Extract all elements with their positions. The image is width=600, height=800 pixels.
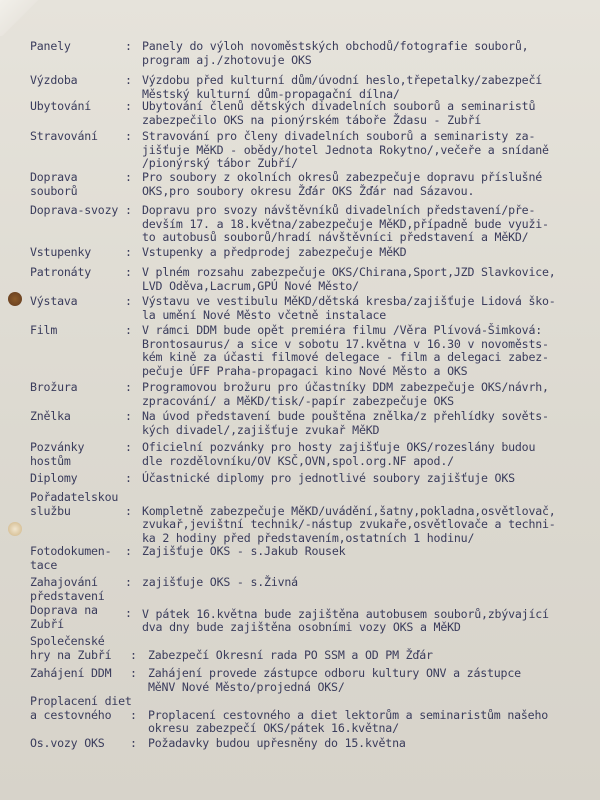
item-text: Účastnické diplomy pro jednotlivé soubory zajišťuje OKS <box>142 471 515 485</box>
item-text: Vstupenky a předprodej zabezpečuje MěKD <box>142 245 407 259</box>
item-label: Diplomy <box>30 471 78 485</box>
item-label: Pozvánky hostům <box>30 440 85 468</box>
item-text: Zahájení provede zástupce odboru kultury ONV a zástupce MěNV Nové Město/projedná OKS/ <box>148 666 521 694</box>
item-label: Znělka <box>30 409 71 423</box>
item-label: Doprava na Zubří <box>30 603 98 631</box>
item-text: Ubytování členů dětských divadelních souborů a seminaristů zabezpečilo OKS na pionýrském táboře Ždasu - Zubří <box>142 99 536 127</box>
item-text: Programovou brožuru pro účastníky DDM zabezpečuje OKS/návrh, zpracování/ a MěKD/tisk/-papír zabezpečuje OKS <box>142 380 549 408</box>
item-text: Zajišťuje OKS - s.Jakub Rousek <box>142 544 346 558</box>
item-text: Výstavu ve vestibulu MěKD/dětská kresba/zajišťuje Lidová ško- la umění Nové Město včetně instalace <box>142 294 556 322</box>
punch-hole-lower <box>8 522 22 536</box>
item-label: Výzdoba <box>30 73 78 87</box>
item-label: Stravování <box>30 129 98 143</box>
item-text: Stravování pro členy divadelních souborů a seminaristy za- jišťuje MěKD - obědy/hotel Jednota Rokytno/,večeře a snídaně /pionýrský tábor Zubří/ <box>142 129 549 171</box>
item-text: Dopravu pro svozy návštěvníků divadelních představení/pře- devším 17. a 18.května/zabezpečuje MěKD,případně bude využi- to autobusů souborů/hradí návštěvníci představení a MěKD/ <box>142 203 549 245</box>
item-label: Brožura <box>30 380 78 394</box>
item-label: Zahájení DDM <box>30 666 112 680</box>
item-label: Panely <box>30 39 71 53</box>
punch-hole-upper <box>8 292 22 306</box>
item-label: Společenské hry na Zubří <box>30 634 112 662</box>
folded-corner <box>0 0 42 36</box>
item-label: Film <box>30 323 58 337</box>
item-text: Zabezpečí Okresní rada PO SSM a OD PM Žďár <box>148 647 433 662</box>
item-label: Patronáty <box>30 265 92 279</box>
item-label: Ubytování <box>30 99 92 113</box>
item-text: Na úvod představení bude pouštěna znělka/z přehlídky sověts- kých divadel/,zajišťuje zvukař MěKD <box>142 409 549 437</box>
item-text: Kompletně zabezpečuje MěKD/uvádění,šatny,pokladna,osvětlovač, zvukař,jevištní technik/-nástup zvukaře,osvětlovače a techni- ka 2 hodiny před představením,ostatních 1 hodinu/ <box>142 503 556 545</box>
item-label: Fotodokumen- tace <box>30 544 112 572</box>
item-text: Proplacení cestovného a diet lektorům a seminaristům našeho okresu zabezpečí OKS/pátek 16.května/ <box>148 707 549 736</box>
item-text: Požadavky budou upřesněny do 15.května <box>148 736 406 750</box>
item-text: V rámci DDM bude opět premiéra filmu /Věra Plívová-Šimková: Brontosaurus/ a sice v sobotu 17.května v 16.30 v novoměsts- kém kině za účasti filmové delegace - film a delegaci zabez- pečuje ÚFF Praha-propagaci kino Nové Město a OKS <box>142 323 549 378</box>
item-label: Zahajování představení <box>30 575 105 603</box>
item-text: Výzdobu před kulturní dům/úvodní heslo,třepetalky/zabezpečí Městský kulturní dům-propagační dílna/ <box>142 73 543 101</box>
item-label: Doprava souborů <box>30 170 78 198</box>
item-text: Pro soubory z okolních okresů zabezpečuje dopravu příslušné OKS,pro soubory okresu Žďár OKS Žďár nad Sázavou. <box>142 170 543 198</box>
item-text: V plném rozsahu zabezpečuje OKS/Chirana,Sport,JZD Slavkovice, LVD Oděva,Lacrum,GPÚ Nové Město/ <box>142 265 556 293</box>
item-label: Pořadatelskou službu <box>30 490 119 518</box>
item-label: Doprava-svozy <box>30 203 119 217</box>
item-label: Výstava <box>30 294 78 308</box>
item-text: V pátek 16.května bude zajištěna autobusem souborů,zbývající dva dny bude zajištěna osobními vozy OKS a MěKD <box>142 606 549 635</box>
item-label: Os.vozy OKS <box>30 736 105 750</box>
item-label: Vstupenky <box>30 245 92 259</box>
item-text: Oficielní pozvánky pro hosty zajišťuje OKS/rozeslány budou dle rozdělovníku/OV KSČ,OVN,spol.org.NF apod./ <box>142 440 536 468</box>
item-text: Panely do výloh novoměstských obchodů/fotografie souborů, program aj./zhotovuje OKS <box>142 39 529 67</box>
item-text: zajišťuje OKS - s.Živná <box>142 575 298 589</box>
item-label: Proplacení diet a cestovného <box>30 694 132 722</box>
typewritten-page: Panely : Panely do výloh novoměstských obchodů/fotografie souborů, program aj./zhotovuje OKS Výzdoba : Výzdobu před kulturní dům/úvodní heslo,třepetalky/zabezpečí Městský kulturní dům-propagační dílna/ Ubytování : Ubytování členů dětských divadelních souborů a seminaristů zabezpečilo OKS na pionýrském táboře Ždasu - Zubří Stravování : Stravování pro členy divadelních souborů a seminaristy za- jišťuje MěKD - obědy/hotel Jednota Rokytno/,večeře a snídaně /pionýrský tábor Zubří/ Doprava souborů : Pro soubory z okolních okresů zabezpečuje dopravu příslušné OKS,pro soubory okresu Žďár OKS Žďár nad Sázavou. Doprava-svozy : Dopravu pro svozy návštěvníků divadelních představení/pře- devším 17. a 18.května/zabezpečuje MěKD,případně bude využi- to autobusů souborů/hradí návštěvníci představení a MěKD/ Vstupenky : Vstupenky a předprodej zabezpečuje MěKD Patronáty : V plném rozsahu zabezpečuje OKS/Chirana,Sport,JZD Slavkovice, LVD Oděva,Lacrum,GPÚ Nové Město/ Výstava : Výstavu ve vestibulu MěKD/dětská kresba/zajišťuje Lidová ško- la umění Nové Město včetně instalace Film : V rámci DDM bude opět premiéra filmu /Věra Plívová-Šimková: Brontosaurus/ a sice v sobotu 17.května v 16.30 v novoměsts- kém kině za účasti filmové delegace - film a delegaci zabez- pečuje ÚFF Praha-propagaci kino Nové Město a OKS Brožura : Programovou brožuru pro účastníky DDM zabezpečuje OKS/návrh, zpracování/ a MěKD/tisk/-papír zabezpečuje OKS Znělka : Na úvod představení bude pouštěna znělka/z přehlídky sověts- kých divadel/,zajišťuje zvukař MěKD Pozvánky hostům : Oficielní pozvánky pro hosty zajišťuje OKS/rozeslány budou dle rozdělovníku/OV KSČ,OVN,spol.org.NF apod./ Diplomy : Účastnické diplomy pro jednotlivé soubory zajišťuje OKS Pořadatelskou službu : Kompletně zabezpečuje MěKD/uvádění,šatny,pokladna,osvětlovač, zvukař,jevištní technik/-nástup zvukaře,osvětlovače a techni- ka 2 hodiny před představením,ostatních 1 hodinu/ Fotodokumen- tace : Zajišťuje OKS - s.Jakub Rousek Zahajování představení : zajišťuje OKS - s.Živná Doprava na Zubří : V pátek 16.května bude zajištěna autobusem souborů,zbývající dva dny bude zajištěna osobními vozy OKS a MěKD Společenské hry na Zubří : Zabezpečí Okresní rada PO SSM a OD PM Žďár Zahájení DDM : Zahájení provede zástupce odboru kultury ONV a zástupce MěNV Nové Město/projedná OKS/ Proplacení diet a cestovného : Proplacení cestovného a diet lektorům a seminaristům našeho okresu zabezpečí OKS/pátek 16.května/ Os.vozy OKS : Požadavky budou upřesněny do 15.května <box>0 0 600 800</box>
